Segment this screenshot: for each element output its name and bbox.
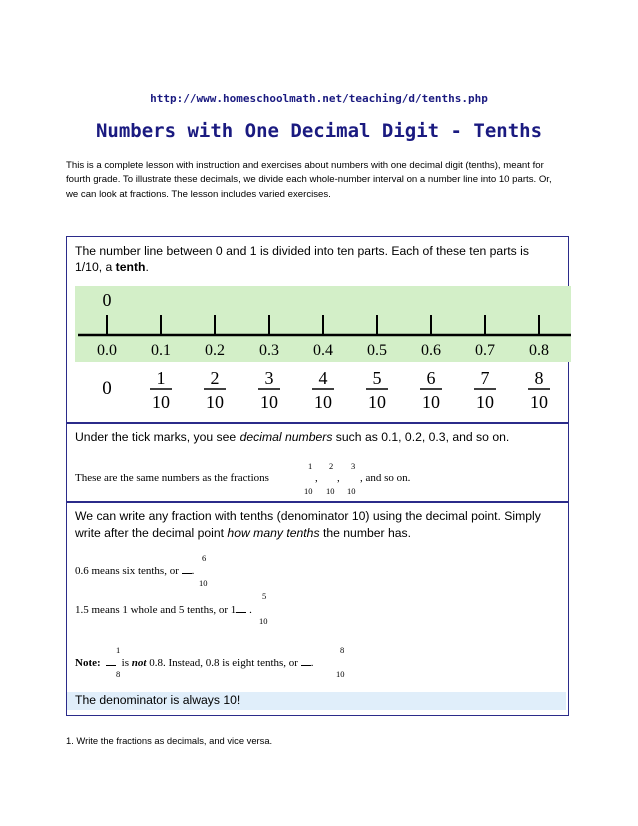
page-url[interactable]: http://www.homeschoolmath.net/teaching/d/tenths.php — [150, 92, 488, 105]
fraction-numerator: 4 — [318, 368, 328, 388]
decimal-label: 0.0 — [97, 342, 117, 359]
decimal-label: 0.8 — [529, 342, 549, 359]
frac-den-2: 10 — [326, 486, 335, 496]
decimal-label: 0.6 — [421, 342, 441, 359]
fraction-denominator: 10 — [368, 392, 386, 412]
decimal-label: 0.7 — [475, 342, 495, 359]
fraction-denominator: 10 — [260, 392, 278, 412]
frac-den-1: 10 — [304, 486, 313, 496]
ex2-text: 1.5 means 1 whole and 5 tenths, or 1 . — [75, 604, 252, 616]
divider-2 — [66, 501, 569, 503]
note-denominator2: 10 — [336, 669, 345, 679]
fraction-denominator: 10 — [476, 392, 494, 412]
fraction-numerator: 7 — [480, 368, 490, 388]
comma-2: , — [337, 472, 340, 484]
section1-text: The number line between 0 and 1 is divided into ten parts. Each of these ten parts is 1/10, a tenth. — [75, 244, 529, 274]
decimal-label: 0.5 — [367, 342, 387, 359]
frac-num-3: 3 — [351, 461, 356, 471]
fraction-denominator: 10 — [530, 392, 548, 412]
number-line-figure — [75, 286, 571, 414]
intro-paragraph: This is a complete lesson with instruction and exercises about numbers with one decimal digit (tenths), meant for fourth grade. To illustrate these decimals, we divide each whole-number interval on a number line into 10 parts. Or, we can look at fractions. The lesson includes varied exercises. — [66, 160, 552, 200]
frac-num-1: 1 — [308, 461, 313, 471]
ex1-numerator: 6 — [202, 553, 207, 563]
note-denominator: 8 — [116, 669, 121, 679]
note-line: Note: is not 0.8. Instead, 0.8 is eight tenths, or . — [75, 657, 314, 669]
ex2-numerator: 5 — [262, 591, 267, 601]
decimal-label: 0.2 — [205, 342, 225, 359]
fraction-denominator: 10 — [422, 392, 440, 412]
fractions-sentence: These are the same numbers as the fractions — [75, 472, 269, 484]
ex2-denominator: 10 — [259, 616, 268, 626]
frac-den-3: 10 — [347, 486, 356, 496]
note-numerator2: 8 — [340, 645, 345, 655]
ex1-denominator: 10 — [199, 578, 208, 588]
page-title: Numbers with One Decimal Digit - Tenths — [95, 120, 543, 142]
ex1-text: 0.6 means six tenths, or . — [75, 565, 195, 577]
fraction-denominator: 10 — [314, 392, 332, 412]
fraction-numerator: 6 — [426, 368, 436, 388]
denominator-note: The denominator is always 10! — [75, 693, 241, 707]
fraction-numerator: 3 — [264, 368, 274, 388]
fractions-suffix: , and so on. — [360, 472, 411, 484]
divider-1 — [66, 422, 569, 424]
decimal-label: 0.3 — [259, 342, 279, 359]
exercise-instruction: 1. Write the fractions as decimals, and vice versa. — [66, 735, 273, 746]
decimal-label: 0.4 — [313, 342, 333, 359]
fraction-numerator: 5 — [372, 368, 382, 388]
fraction-numerator: 8 — [534, 368, 544, 388]
comma-1: , — [315, 472, 318, 484]
frac-num-2: 2 — [329, 461, 334, 471]
fraction-numerator: 2 — [210, 368, 220, 388]
fraction-whole-zero: 0 — [102, 378, 112, 399]
fraction-denominator: 10 — [206, 392, 224, 412]
fraction-numerator: 1 — [156, 368, 166, 388]
number-line-zero-label: 0 — [102, 290, 112, 310]
section2-text: Under the tick marks, you see decimal numbers such as 0.1, 0.2, 0.3, and so on. — [75, 430, 510, 444]
note-numerator: 1 — [116, 645, 121, 655]
section3-text: We can write any fraction with tenths (denominator 10) using the decimal point. Simply write after the decimal point how many tenths the number has. — [75, 509, 541, 540]
decimal-label: 0.1 — [151, 342, 171, 359]
fraction-denominator: 10 — [152, 392, 170, 412]
